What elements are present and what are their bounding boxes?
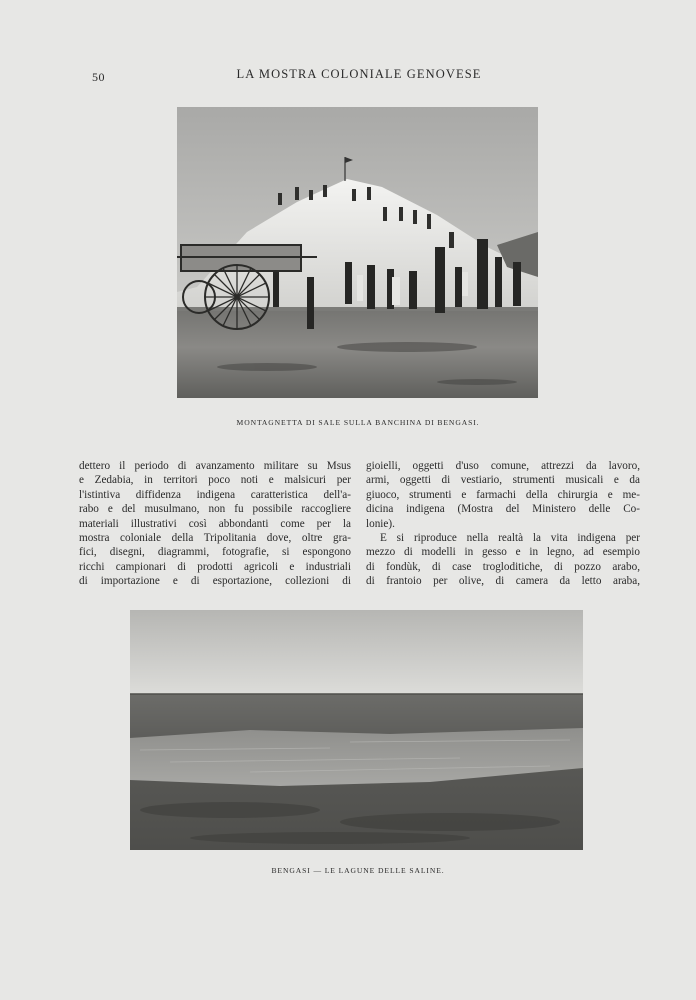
text-line: ricchi campionari di prodotti agricoli e industriali	[79, 560, 351, 573]
left-text-column	[79, 459, 351, 589]
text-line: materiali illustrativi così abbondanti come per la	[79, 517, 351, 530]
text-line: giuoco, strumenti e farmachi della chirurgia e me-	[366, 488, 640, 501]
bottom-photo-caption: BENGASI — LE LAGUNE DELLE SALINE.	[271, 866, 445, 875]
text-line: gioielli, oggetti d'uso comune, attrezzi da lavoro,	[366, 460, 640, 472]
right-text-column	[366, 459, 640, 589]
salt-lagoons-photo	[130, 610, 583, 850]
page-number: 50	[92, 70, 105, 84]
text-line: armi, oggetti di vestiario, strumenti musicali e da	[366, 474, 640, 487]
text-line: dicina indigena (Mostra del Ministero delle Co-	[366, 503, 640, 516]
top-photo-caption: MONTAGNETTA DI SALE SULLA BANCHINA DI BENGASI.	[236, 418, 480, 427]
text-line: mezzo di modelli in gesso e in legno, ad esempio	[366, 546, 640, 559]
text-line: l'istintiva diffidenza indigena caratteristica dell'a-	[79, 488, 351, 501]
text-line: di frantoio per olive, di camera da letto araba,	[366, 575, 640, 588]
running-head: LA MOSTRA COLONIALE GENOVESE	[236, 67, 482, 81]
text-line: fici, disegni, diagrammi, fotografie, si espongono	[79, 546, 351, 559]
text-line: e Zedabia, in territori poco noti e malsicuri per	[79, 474, 351, 487]
text-line: mostra coloniale della Tripolitania dove, oltre gra-	[79, 532, 351, 545]
salt-mountain-photo	[177, 107, 538, 398]
text-line: rabo e del musulmano, non fu possibile raccogliere	[79, 503, 351, 516]
text-line: di importazione e di esportazione, collezioni di	[79, 575, 351, 588]
text-line: lonie).	[366, 517, 395, 530]
text-line: E si riproduce nella realtà la vita indigena per	[380, 532, 640, 545]
text-line: dettero il periodo di avanzamento militare su Msus	[79, 460, 351, 472]
text-line: di fondùk, di case trogloditiche, di pozzo arabo,	[366, 560, 640, 573]
